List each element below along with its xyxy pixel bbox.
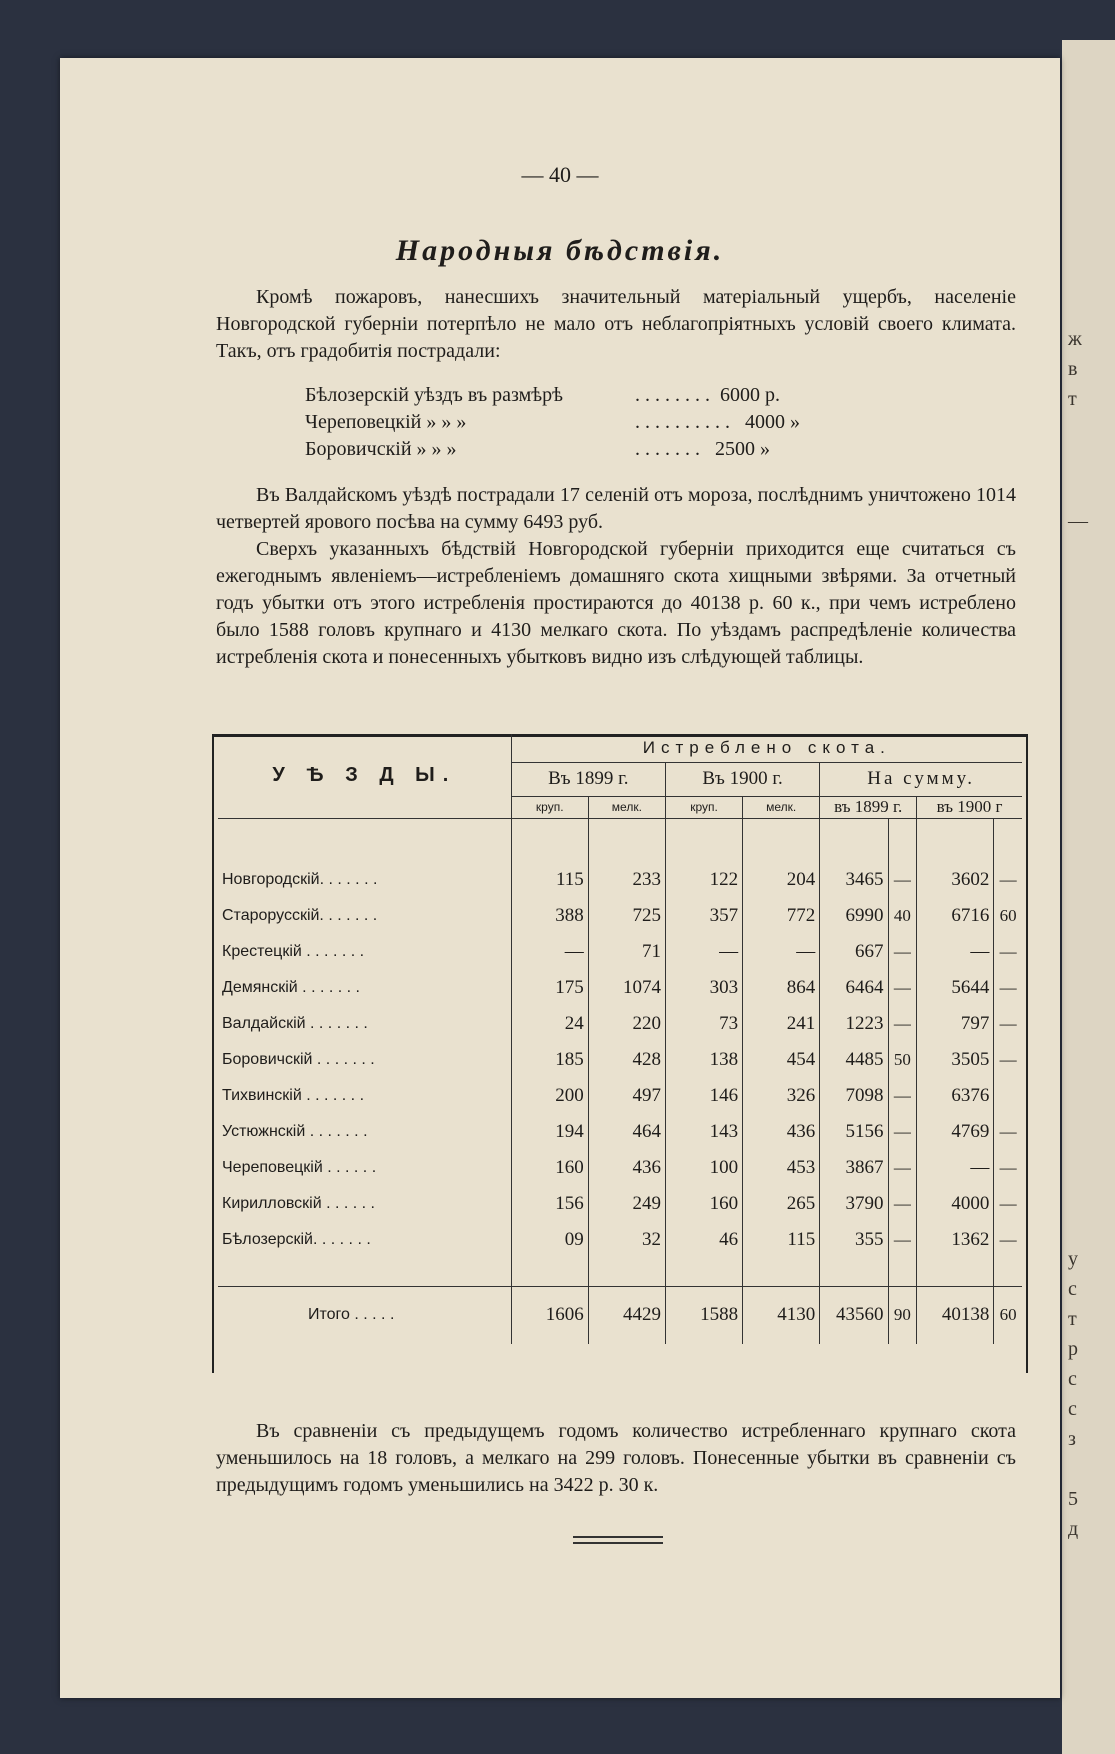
header-year-1900: Въ 1900 г. [665, 762, 819, 796]
cell-s00r: 4769 [917, 1114, 994, 1150]
cell-k99: 24 [511, 1006, 588, 1042]
next-page-fragment: с [1068, 1398, 1077, 1420]
cell-s99k: — [888, 1114, 917, 1150]
header-sum-1899: въ 1899 г. [820, 796, 917, 818]
cell-s99k: — [888, 1186, 917, 1222]
next-page-fragment: у [1068, 1248, 1078, 1270]
cell-m99: 436 [588, 1150, 665, 1186]
cell-s00k: 60 [994, 898, 1022, 934]
cell-s00r: 5644 [917, 970, 994, 1006]
table-row [218, 934, 1022, 970]
cell-m99: 71 [588, 934, 665, 970]
cell-m99: 32 [588, 1222, 665, 1258]
cell-m99: 220 [588, 1006, 665, 1042]
cell-k99: 175 [511, 970, 588, 1006]
cell-s00k: — [994, 1186, 1022, 1222]
district-name: Боровичскій » » » [305, 438, 457, 460]
next-page-fragment: з [1068, 1428, 1076, 1450]
cell-s99r: 5156 [820, 1114, 888, 1150]
next-page-fragment: ж [1068, 328, 1082, 350]
district-name: Валдайскій . . . . . . . [222, 1015, 368, 1032]
next-page-fragment: т [1068, 1308, 1077, 1330]
table-row [218, 1186, 1022, 1222]
cell-s00k: — [994, 1114, 1022, 1150]
data-table [218, 734, 1022, 1344]
cell-k00: — [665, 934, 742, 970]
district-name: Итого . . . . . [218, 1286, 511, 1344]
cell-s99r: 3465 [820, 862, 888, 898]
district-name: Боровичскій . . . . . . . [222, 1051, 375, 1068]
page-number: — 40 — [521, 162, 599, 187]
total-row [218, 1286, 1022, 1344]
district-name: Демянскій . . . . . . . [222, 979, 360, 996]
cell-s99k: — [888, 1078, 917, 1114]
table-row [218, 1114, 1022, 1150]
cell-s99r: 355 [820, 1222, 888, 1258]
district-name: Кирилловскій . . . . . . [222, 1195, 375, 1212]
column-header-uezd: У Ѣ З Д Ы. [218, 734, 511, 818]
header-melk: мелк. [588, 796, 665, 818]
next-page-fragment: т [1068, 388, 1077, 410]
cell-s00k: 60 [994, 1286, 1022, 1344]
intro-paragraph: Кромѣ пожаровъ, нанесшихъ значительный матеріальный ущербъ, населеніе Новгородской губерніи потерпѣло не мало отъ неблагопріятныхъ условій своего климата. Такъ, отъ градобитія пострадали: [216, 286, 1016, 362]
leader-dots: . . . . . . . . . . [635, 411, 730, 433]
district-name: Бѣлозерскій. . . . . . . [222, 1231, 371, 1248]
book-page [60, 58, 1060, 1698]
cell-s99k: — [888, 934, 917, 970]
leader-dots: . . . . . . . [635, 438, 700, 460]
cell-m00: — [743, 934, 820, 970]
cell-s99r: 7098 [820, 1078, 888, 1114]
cell-s99k: 40 [888, 898, 917, 934]
cell-s99k: — [888, 862, 917, 898]
cell-s00k: — [994, 934, 1022, 970]
cell-k99: 185 [511, 1042, 588, 1078]
adjacent-page-edge [1062, 40, 1115, 1754]
district-name: Устюжнскій . . . . . . . [222, 1123, 368, 1140]
cell-s00r: 6716 [917, 898, 994, 934]
cell-s00r: 3602 [917, 862, 994, 898]
hail-damage-list [305, 382, 800, 463]
cell-k00: 46 [665, 1222, 742, 1258]
cell-k00: 73 [665, 1006, 742, 1042]
cell-s00r: 4000 [917, 1186, 994, 1222]
cell-m99: 233 [588, 862, 665, 898]
spacer-row [218, 1258, 1022, 1286]
page-title: Народныя бѣдствія. [395, 234, 725, 267]
cell-s99r: 1223 [820, 1006, 888, 1042]
table-row [218, 1222, 1022, 1258]
cell-s99r: 43560 [820, 1286, 888, 1344]
cell-s00k [994, 1078, 1022, 1114]
table-row [218, 970, 1022, 1006]
end-rule [573, 1536, 663, 1538]
cell-k00: 1588 [665, 1286, 742, 1344]
cell-s00k: — [994, 1222, 1022, 1258]
table-row [218, 898, 1022, 934]
district-name: Бѣлозерскій уѣздъ въ размѣрѣ [305, 384, 564, 406]
cell-m00: 772 [743, 898, 820, 934]
cell-m99: 428 [588, 1042, 665, 1078]
cell-s99r: 667 [820, 934, 888, 970]
header-year-1899: Въ 1899 г. [511, 762, 665, 796]
cell-k00: 160 [665, 1186, 742, 1222]
cell-m99: 725 [588, 898, 665, 934]
cell-s99r: 3790 [820, 1186, 888, 1222]
cell-k00: 303 [665, 970, 742, 1006]
cell-k00: 138 [665, 1042, 742, 1078]
cell-m00: 864 [743, 970, 820, 1006]
district-name: Новгородскій. . . . . . . [222, 871, 378, 888]
cell-s00k: — [994, 1006, 1022, 1042]
cell-s00r: — [917, 1150, 994, 1186]
damage-value: 4000 » [745, 411, 800, 433]
cell-k99: — [511, 934, 588, 970]
damage-value: 6000 р. [720, 384, 780, 406]
cell-k00: 143 [665, 1114, 742, 1150]
comparison-paragraph: Въ сравненіи съ предыдущемъ годомъ количество истребленнаго крупнаго скота уменьшилось на 18 головъ, а мелкаго на 299 головъ. Понесенные убытки въ сравненіи съ предыдущимъ годомъ уменьшились на 3422 р. 30 к. [216, 1420, 1016, 1496]
cell-s00k: — [994, 970, 1022, 1006]
group-header-destroyed: Истреблено скота. [511, 734, 1022, 762]
cell-s00r: — [917, 934, 994, 970]
next-page-fragment: — [1068, 510, 1088, 532]
cell-s99k: — [888, 970, 917, 1006]
cell-k99: 200 [511, 1078, 588, 1114]
cell-s00r: 40138 [917, 1286, 994, 1344]
district-name: Тихвинскій . . . . . . . [222, 1087, 365, 1104]
cell-m99: 4429 [588, 1286, 665, 1344]
cell-s99r: 3867 [820, 1150, 888, 1186]
cell-s99r: 4485 [820, 1042, 888, 1078]
cell-s99k: — [888, 1222, 917, 1258]
cell-m99: 249 [588, 1186, 665, 1222]
cell-s99r: 6464 [820, 970, 888, 1006]
valdai-paragraph: Въ Валдайскомъ уѣздѣ пострадали 17 селеній отъ мороза, послѣднимъ уничтожено 1014 четвертей ярового посѣва на сумму 6493 руб. [216, 484, 1016, 533]
cell-s99k: 90 [888, 1286, 917, 1344]
damage-value: 2500 » [715, 438, 770, 460]
header-melk: мелк. [743, 796, 820, 818]
cell-s00r: 797 [917, 1006, 994, 1042]
table-row [218, 862, 1022, 898]
cell-s00k: — [994, 1042, 1022, 1078]
cell-m99: 497 [588, 1078, 665, 1114]
next-page-fragment: д [1068, 1518, 1079, 1540]
cell-k99: 388 [511, 898, 588, 934]
list-item [305, 382, 800, 409]
end-rule [573, 1542, 663, 1544]
beasts-paragraph: Сверхъ указанныхъ бѣдствій Новгородской губерніи приходится еще считаться съ ежегоднымъ явленіемъ—истребленіемъ домашняго скота хищными звѣрями. За отчетный годъ убытки отъ этого истребленія простираются до 40138 р. 60 к., при чемъ истреблено было 1588 головъ крупнаго и 4130 мелкаго скота. По уѣздамъ распредѣленіе количества истребленія скота и понесенныхъ убытковъ видно изъ слѣдующей таблицы. [216, 538, 1016, 668]
leader-dots: . . . . . . . . [635, 384, 710, 406]
list-item [305, 409, 800, 436]
next-page-fragment: в [1068, 358, 1078, 380]
header-krup: круп. [665, 796, 742, 818]
district-name: Череповецкій » » » [305, 411, 467, 433]
district-name: Старорусскій. . . . . . . [222, 907, 378, 924]
cell-m00: 4130 [743, 1286, 820, 1344]
table-row [218, 1078, 1022, 1114]
table-row [218, 1150, 1022, 1186]
next-page-fragment: р [1068, 1338, 1078, 1360]
cell-k00: 100 [665, 1150, 742, 1186]
next-page-fragment: с [1068, 1368, 1077, 1390]
cell-k99: 1606 [511, 1286, 588, 1344]
cell-s00r: 3505 [917, 1042, 994, 1078]
cell-m00: 326 [743, 1078, 820, 1114]
cell-k99: 160 [511, 1150, 588, 1186]
cell-k99: 194 [511, 1114, 588, 1150]
cell-s99k: — [888, 1150, 917, 1186]
district-name: Череповецкій . . . . . . [222, 1159, 377, 1176]
cell-k99: 115 [511, 862, 588, 898]
cell-s99k: 50 [888, 1042, 917, 1078]
table-row [218, 1006, 1022, 1042]
cell-k00: 122 [665, 862, 742, 898]
cell-m99: 464 [588, 1114, 665, 1150]
district-name: Крестецкій . . . . . . . [222, 943, 365, 960]
header-sum-1900: въ 1900 г [917, 796, 1022, 818]
cell-m00: 454 [743, 1042, 820, 1078]
cell-k99: 09 [511, 1222, 588, 1258]
header-sum: На сумму. [820, 762, 1022, 796]
cell-m00: 453 [743, 1150, 820, 1186]
cell-m00: 241 [743, 1006, 820, 1042]
cell-m00: 265 [743, 1186, 820, 1222]
cell-k99: 156 [511, 1186, 588, 1222]
next-page-fragment: 5 [1068, 1488, 1078, 1510]
cell-k00: 146 [665, 1078, 742, 1114]
cell-k00: 357 [665, 898, 742, 934]
list-item [305, 436, 800, 463]
header-krup: круп. [511, 796, 588, 818]
cell-s00k: — [994, 1150, 1022, 1186]
cell-s00k: — [994, 862, 1022, 898]
cell-m00: 436 [743, 1114, 820, 1150]
cell-m99: 1074 [588, 970, 665, 1006]
cell-s99k: — [888, 1006, 917, 1042]
table-row [218, 1042, 1022, 1078]
cell-m00: 115 [743, 1222, 820, 1258]
cell-s00r: 6376 [917, 1078, 994, 1114]
cell-s99r: 6990 [820, 898, 888, 934]
next-page-fragment: с [1068, 1278, 1077, 1300]
livestock-loss-table [218, 734, 1022, 1344]
cell-s00r: 1362 [917, 1222, 994, 1258]
cell-m00: 204 [743, 862, 820, 898]
